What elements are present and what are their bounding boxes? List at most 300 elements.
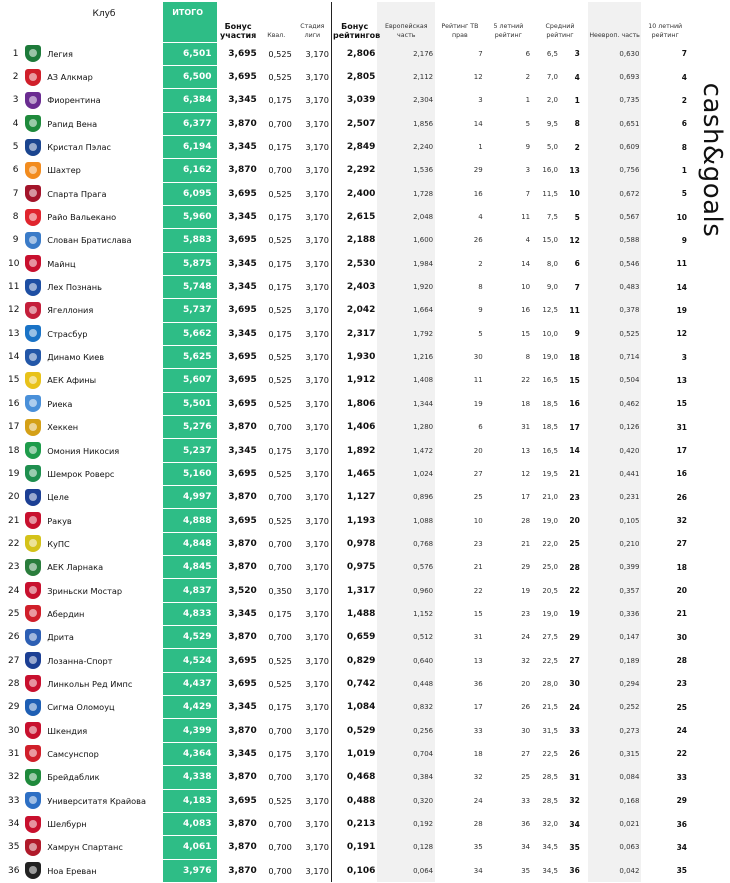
five-year-cell: 36 (521, 820, 531, 829)
five-year-cell: 15 (521, 329, 531, 338)
table-row (6, 182, 689, 205)
five-year-cell: 30 (521, 726, 531, 735)
league-stage-cell: 3,170 (294, 112, 332, 135)
bonus-ratings-cell: 2,292 (346, 165, 376, 176)
ten-year-cell: 36 (676, 819, 687, 829)
bonus-ratings-cell: 0,213 (346, 819, 376, 830)
avg-rating-cell: 9,0 (546, 283, 558, 292)
club-logo-icon (20, 462, 45, 485)
bonus-ratings-cell: 0,975 (346, 562, 376, 573)
rank-cell: 19 (8, 468, 20, 479)
avg-rating-cell: 19,0 (542, 609, 558, 618)
league-stage-cell: 3,170 (294, 556, 332, 579)
bonus-participation-cell: 3,870 (228, 865, 257, 876)
club-name-cell: Лех Познань (47, 282, 102, 293)
ten-year-cell: 7 (681, 49, 687, 59)
club-logo-icon (20, 556, 45, 579)
total-cell: 5,237 (163, 439, 218, 462)
brand-text: cash&goals (697, 82, 727, 238)
club-logo-icon (20, 392, 45, 415)
table-row (6, 369, 689, 392)
ten-year-cell: 31 (676, 422, 687, 432)
avg-rating-cell: 34,5 (542, 843, 558, 852)
club-logo-icon (20, 416, 45, 439)
club-name-cell: Динамо Киев (47, 352, 105, 363)
tv-rights-cell: 7 (478, 49, 483, 58)
club-logo-icon (20, 532, 45, 555)
total-cell: 4,429 (163, 696, 218, 719)
total-cell: 6,501 (163, 42, 218, 65)
total-cell: 4,845 (163, 556, 218, 579)
avg-rating-position-cell: 32 (569, 796, 580, 806)
club-crest-icon (25, 162, 41, 179)
avg-rating-cell: 15,0 (542, 236, 558, 245)
club-logo-icon (20, 275, 45, 298)
rank-cell: 36 (8, 865, 20, 876)
club-logo-icon (20, 719, 45, 742)
league-stage-cell: 3,170 (294, 416, 332, 439)
avg-rating-position-cell: 15 (569, 375, 580, 385)
club-name-cell: Кристал Пэлас (47, 142, 112, 153)
non-euro-cell: 0,168 (588, 789, 642, 812)
ten-year-cell: 11 (676, 259, 687, 269)
european-part-cell: 0,384 (377, 766, 435, 789)
european-part-cell: 0,128 (377, 836, 435, 859)
avg-rating-position-cell: 26 (569, 749, 580, 759)
total-cell: 4,083 (163, 812, 218, 835)
five-year-cell: 33 (521, 796, 531, 805)
ten-year-cell: 23 (676, 679, 687, 689)
avg-rating-position-cell: 27 (569, 656, 580, 666)
club-name-cell: Абердин (47, 608, 85, 619)
bonus-participation-cell: 3,345 (228, 702, 257, 713)
total-cell: 6,384 (163, 89, 218, 112)
total-cell: 5,737 (163, 299, 218, 322)
ten-year-cell: 33 (676, 772, 687, 782)
league-stage-cell: 3,170 (294, 345, 332, 368)
club-logo-icon (20, 65, 45, 88)
avg-rating-cell: 7,5 (546, 213, 558, 222)
non-euro-cell: 0,315 (588, 742, 642, 765)
five-year-cell: 17 (521, 493, 531, 502)
non-euro-cell: 0,231 (588, 486, 642, 509)
league-stage-cell: 3,170 (294, 626, 332, 649)
five-year-cell: 11 (521, 213, 531, 222)
avg-rating-position-cell: 10 (569, 189, 580, 199)
european-part-cell: 0,640 (377, 649, 435, 672)
european-part-cell: 1,024 (377, 462, 435, 485)
avg-rating-cell: 34,5 (542, 866, 558, 875)
tv-rights-cell: 28 (473, 820, 483, 829)
qual-cell: 0,175 (268, 702, 292, 713)
qual-cell: 0,700 (268, 725, 292, 736)
total-cell: 4,399 (163, 719, 218, 742)
european-part-cell: 2,304 (377, 89, 435, 112)
avg-rating-cell: 9,5 (546, 119, 558, 128)
ten-year-cell: 12 (676, 329, 687, 339)
club-crest-icon (25, 839, 41, 856)
club-name-cell: Университатя Крайова (47, 795, 147, 806)
avg-rating-position-cell: 5 (574, 212, 580, 222)
club-logo-icon (20, 182, 45, 205)
total-cell: 5,160 (163, 462, 218, 485)
avg-rating-cell: 6,5 (546, 49, 558, 58)
tv-rights-cell: 9 (478, 306, 483, 315)
qual-cell: 0,525 (268, 305, 292, 316)
bonus-ratings-cell: 1,912 (346, 375, 376, 386)
club-name-cell: АЗ Алкмар (47, 72, 93, 83)
table-row (6, 742, 689, 765)
table-row (6, 462, 689, 485)
club-logo-icon (20, 649, 45, 672)
bonus-ratings-cell: 0,742 (346, 678, 376, 689)
five-year-cell: 19 (521, 586, 531, 595)
total-cell: 5,875 (163, 252, 218, 275)
avg-rating-cell: 10,0 (542, 329, 558, 338)
five-year-cell: 3 (525, 166, 531, 175)
non-euro-cell: 0,756 (588, 159, 642, 182)
bonus-participation-cell: 3,870 (228, 632, 257, 643)
qual-cell: 0,175 (268, 608, 292, 619)
rank-cell: 10 (8, 258, 20, 269)
club-name-cell: Райо Вальекано (47, 212, 117, 223)
avg-rating-position-cell: 29 (569, 632, 580, 642)
bonus-ratings-cell: 2,615 (346, 212, 376, 223)
avg-rating-position-cell: 19 (569, 609, 580, 619)
club-logo-icon (20, 626, 45, 649)
bonus-ratings-cell: 2,806 (346, 48, 376, 59)
bonus-ratings-cell: 0,106 (346, 865, 376, 876)
bonus-participation-cell: 3,345 (228, 282, 257, 293)
bonus-ratings-cell: 1,892 (346, 445, 376, 456)
club-crest-icon (25, 629, 41, 646)
club-name-cell: Шкендия (47, 725, 88, 736)
avg-rating-position-cell: 17 (569, 422, 580, 432)
non-euro-cell: 0,420 (588, 439, 642, 462)
non-euro-cell: 0,189 (588, 649, 642, 672)
club-crest-icon (25, 792, 41, 809)
five-year-cell: 22 (521, 376, 531, 385)
european-part-cell: 1,600 (377, 229, 435, 252)
league-stage-cell: 3,170 (294, 579, 332, 602)
table-row (6, 42, 689, 65)
avg-rating-cell: 16,5 (542, 376, 558, 385)
bonus-participation-cell: 3,695 (228, 305, 257, 316)
club-name-cell: КуПС (47, 538, 70, 549)
ten-year-cell: 15 (676, 399, 687, 409)
club-crest-icon (25, 302, 41, 319)
five-year-cell: 27 (521, 749, 531, 758)
tv-rights-cell: 13 (473, 656, 483, 665)
avg-rating-cell: 2,0 (546, 96, 558, 105)
qual-cell: 0,350 (268, 585, 292, 596)
club-logo-icon (20, 486, 45, 509)
five-year-cell: 28 (521, 516, 531, 525)
bonus-participation-cell: 3,345 (228, 212, 257, 223)
five-year-cell: 31 (521, 423, 531, 432)
rank-cell: 20 (8, 492, 20, 503)
rank-cell: 4 (12, 118, 19, 129)
ten-year-cell: 14 (676, 282, 687, 292)
league-stage-cell: 3,170 (294, 369, 332, 392)
ten-year-cell: 34 (676, 842, 687, 852)
tv-rights-cell: 18 (473, 749, 483, 758)
club-crest-icon (25, 862, 41, 879)
avg-rating-cell: 18,5 (542, 423, 558, 432)
qual-cell: 0,525 (268, 655, 292, 666)
total-cell: 4,437 (163, 672, 218, 695)
non-euro-cell: 0,378 (588, 299, 642, 322)
league-stage-cell: 3,170 (294, 252, 332, 275)
league-stage-cell: 3,170 (294, 766, 332, 789)
league-stage-cell: 3,170 (294, 439, 332, 462)
european-part-cell: 0,448 (377, 672, 435, 695)
table-row (6, 89, 689, 112)
rank-cell: 14 (8, 352, 20, 363)
non-euro-cell: 0,630 (588, 42, 642, 65)
bonus-ratings-cell: 1,127 (346, 492, 376, 503)
rank-cell: 11 (8, 282, 20, 293)
league-stage-cell: 3,170 (294, 859, 332, 882)
bonus-ratings-cell: 2,317 (346, 328, 376, 339)
avg-rating-cell: 32,0 (542, 820, 558, 829)
european-part-cell: 2,048 (377, 205, 435, 228)
total-cell: 5,662 (163, 322, 218, 345)
five-year-cell: 13 (521, 446, 531, 455)
avg-rating-position-cell: 33 (569, 726, 580, 736)
non-euro-cell: 0,357 (588, 579, 642, 602)
european-part-cell: 0,832 (377, 696, 435, 719)
club-logo-icon (20, 205, 45, 228)
table-row (6, 812, 689, 835)
rank-cell: 34 (8, 819, 20, 830)
league-stage-header: Стадия лиги (294, 2, 332, 42)
avg-rating-position-cell: 34 (569, 819, 580, 829)
club-crest-icon (25, 582, 41, 599)
rank-cell: 32 (8, 772, 20, 783)
bonus-participation-cell: 3,870 (228, 562, 257, 573)
club-crest-icon (25, 45, 41, 62)
qual-cell: 0,525 (268, 678, 292, 689)
avg-rating-cell: 25,0 (542, 563, 558, 572)
qual-cell: 0,525 (268, 795, 292, 806)
five-year-cell: 25 (521, 773, 531, 782)
total-cell: 5,501 (163, 392, 218, 415)
club-crest-icon (25, 209, 41, 226)
rank-cell: 13 (8, 328, 20, 339)
total-cell: 4,061 (163, 836, 218, 859)
non-euro-cell: 0,252 (588, 696, 642, 719)
club-name-cell: Легия (47, 48, 73, 59)
avg-rating-cell: 19,0 (542, 516, 558, 525)
non-euro-cell: 0,651 (588, 112, 642, 135)
table-row (6, 439, 689, 462)
avg-rating-cell: 28,5 (542, 773, 558, 782)
five-year-cell: 35 (521, 866, 531, 875)
league-stage-cell: 3,170 (294, 812, 332, 835)
league-stage-cell: 3,170 (294, 602, 332, 625)
club-crest-icon (25, 442, 41, 459)
avg-rating-position-cell: 25 (569, 539, 580, 549)
five-year-cell: 9 (525, 143, 531, 152)
total-cell: 4,524 (163, 649, 218, 672)
total-cell: 4,833 (163, 602, 218, 625)
ten-year-cell: 13 (676, 375, 687, 385)
total-cell: 6,194 (163, 135, 218, 158)
total-cell: 5,276 (163, 416, 218, 439)
five-year-cell: 14 (521, 259, 531, 268)
european-part-cell: 0,320 (377, 789, 435, 812)
rank-cell: 16 (8, 398, 20, 409)
qual-cell: 0,700 (268, 422, 292, 433)
table-row (6, 322, 689, 345)
table-row (6, 509, 689, 532)
european-part-cell: 0,896 (377, 486, 435, 509)
ten-year-cell: 5 (681, 189, 687, 199)
bonus-participation-cell: 3,695 (228, 48, 257, 59)
avg-rating-cell: 28,5 (542, 796, 558, 805)
rank-cell: 18 (8, 445, 20, 456)
club-logo-icon (20, 509, 45, 532)
ten-year-cell: 4 (681, 72, 687, 82)
avg-rating-cell: 7,0 (546, 73, 558, 82)
league-stage-cell: 3,170 (294, 672, 332, 695)
table-row (6, 556, 689, 579)
league-stage-cell: 3,170 (294, 322, 332, 345)
club-name-cell: Рапид Вена (47, 118, 98, 129)
european-part-cell: 0,576 (377, 556, 435, 579)
five-year-cell: 21 (521, 539, 531, 548)
league-stage-cell: 3,170 (294, 42, 332, 65)
league-stage-cell: 3,170 (294, 719, 332, 742)
table-row (6, 532, 689, 555)
european-part-cell: 0,768 (377, 532, 435, 555)
avg-rating-cell: 22,0 (542, 539, 558, 548)
total-cell: 5,748 (163, 275, 218, 298)
qual-cell: 0,175 (268, 445, 292, 456)
bonus-participation-cell: 3,695 (228, 655, 257, 666)
rank-cell: 3 (12, 95, 19, 106)
total-cell: 5,960 (163, 205, 218, 228)
non-euro-cell: 0,441 (588, 462, 642, 485)
non-euro-cell: 0,693 (588, 65, 642, 88)
bonus-participation-cell: 3,870 (228, 819, 257, 830)
club-crest-icon (25, 769, 41, 786)
qual-cell: 0,525 (268, 188, 292, 199)
tv-rights-cell: 23 (473, 539, 483, 548)
bonus-ratings-cell: 1,806 (346, 398, 376, 409)
ten-year-cell: 35 (676, 866, 687, 876)
table-row (6, 836, 689, 859)
five-year-cell: 29 (521, 563, 531, 572)
european-part-cell: 0,704 (377, 742, 435, 765)
club-logo-icon (20, 89, 45, 112)
club-crest-icon (25, 699, 41, 716)
club-name-cell: Целе (47, 492, 69, 503)
bonus-ratings-cell: 0,468 (346, 772, 376, 783)
club-name-cell: Слован Братислава (47, 235, 132, 246)
avg-rating-cell: 8,0 (546, 259, 558, 268)
qual-cell: 0,700 (268, 492, 292, 503)
non-euro-cell: 0,735 (588, 89, 642, 112)
table-row (6, 719, 689, 742)
league-stage-cell: 3,170 (294, 532, 332, 555)
avg-rating-position-cell: 36 (569, 866, 580, 876)
table-row (6, 112, 689, 135)
league-stage-cell: 3,170 (294, 299, 332, 322)
bonus-ratings-cell: 0,978 (346, 538, 376, 549)
avg-rating-cell: 31,5 (542, 726, 558, 735)
total-cell: 6,162 (163, 159, 218, 182)
non-euro-cell: 0,210 (588, 532, 642, 555)
five-year-cell: 2 (525, 73, 531, 82)
non-euro-cell: 0,294 (588, 672, 642, 695)
club-logo-icon (20, 439, 45, 462)
club-name-cell: Линкольн Ред Импс (47, 678, 133, 689)
table-row (6, 649, 689, 672)
tv-rights-cell: 31 (473, 633, 483, 642)
european-part-cell: 1,280 (377, 416, 435, 439)
european-part-header: Европейская часть (377, 2, 435, 42)
total-cell: 6,095 (163, 182, 218, 205)
tv-rights-cell: 20 (473, 446, 483, 455)
club-crest-icon (25, 69, 41, 86)
club-crest-icon (25, 745, 41, 762)
ten-year-cell: 25 (676, 702, 687, 712)
non-euro-cell: 0,273 (588, 719, 642, 742)
bonus-participation-cell: 3,870 (228, 842, 257, 853)
bonus-ratings-cell: 0,829 (346, 655, 376, 666)
qual-cell: 0,175 (268, 282, 292, 293)
club-crest-icon (25, 255, 41, 272)
bonus-participation-header: Бонус участия (219, 22, 257, 40)
avg-rating-cell: 21,0 (542, 493, 558, 502)
ten-year-cell: 19 (676, 305, 687, 315)
bonus-ratings-cell: 1,317 (346, 585, 376, 596)
tv-rights-cell: 24 (473, 796, 483, 805)
qual-cell: 0,525 (268, 48, 292, 59)
club-logo-icon (20, 135, 45, 158)
tv-rights-cell: 22 (473, 586, 483, 595)
tv-rights-cell: 8 (478, 283, 483, 292)
avg-rating-position-cell: 11 (569, 305, 580, 315)
european-part-cell: 1,728 (377, 182, 435, 205)
five-year-cell: 12 (521, 469, 531, 478)
club-name-cell: Ягеллония (47, 305, 94, 316)
club-crest-icon (25, 232, 41, 249)
qual-cell: 0,525 (268, 398, 292, 409)
rank-cell: 9 (12, 235, 19, 246)
club-logo-icon (20, 602, 45, 625)
ten-year-cell: 32 (676, 516, 687, 526)
league-stage-cell: 3,170 (294, 742, 332, 765)
total-cell: 4,888 (163, 509, 218, 532)
club-crest-icon (25, 535, 41, 552)
league-stage-cell: 3,170 (294, 159, 332, 182)
club-crest-icon (25, 325, 41, 342)
tv-rights-cell: 5 (478, 329, 483, 338)
avg-rating-cell: 20,5 (542, 586, 558, 595)
avg-rating-position-cell: 30 (569, 679, 580, 689)
table-row (6, 859, 689, 882)
ten-year-cell: 28 (676, 656, 687, 666)
club-logo-icon (20, 345, 45, 368)
qual-cell: 0,175 (268, 142, 292, 153)
qual-cell: 0,175 (268, 212, 292, 223)
european-part-cell: 1,536 (377, 159, 435, 182)
qual-cell: 0,525 (268, 352, 292, 363)
club-crest-icon (25, 489, 41, 506)
